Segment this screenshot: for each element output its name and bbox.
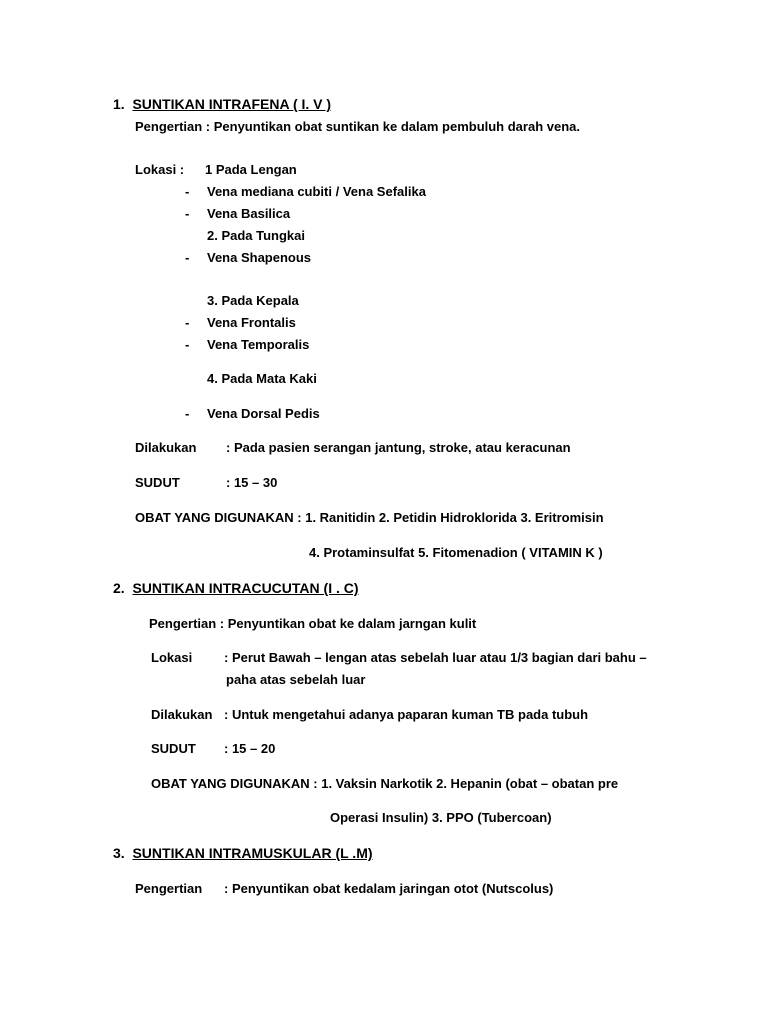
s1-item-4a: Vena Dorsal Pedis [207,406,320,421]
s2-sudut-value: : 15 – 20 [224,741,276,756]
s1-obat-line-2: 4. Protaminsulfat 5. Fitomenadion ( VITAMIN K ) [309,545,603,560]
section-1-heading [113,96,331,112]
s1-sudut-label: SUDUT [135,475,180,490]
s3-pengertian-value: : Penyuntikan obat kedalam jaringan otot (Nutscolus) [224,881,554,896]
s3-pengertian-label: Pengertian [135,881,203,896]
s1-dash: - [185,337,190,352]
s2-obat-line-1: OBAT YANG DIGUNAKAN : 1. Vaksin Narkotik 2. Hepanin (obat – obatan pre [151,776,619,791]
s1-dash: - [185,406,190,421]
s1-item-2a: Vena Shapenous [207,250,312,265]
s1-dash: - [185,250,190,265]
section-3-title: SUNTIKAN INTRAMUSKULAR (L .M) [132,845,373,861]
s2-dilakukan-label: Dilakukan [151,707,213,722]
section-3-heading [113,845,373,861]
s1-dash: - [185,184,190,199]
section-2-title: SUNTIKAN INTRACUCUTAN (I . C) [132,580,359,596]
s1-lokasi-3: 3. Pada Kepala [207,293,299,308]
s2-dilakukan-value: : Untuk mengetahui adanya paparan kuman TB pada tubuh [224,707,589,722]
section-1-number: 1. [113,96,125,112]
s1-item-1b: Vena Basilica [207,206,291,221]
s1-dash: - [185,206,190,221]
s1-dash: - [185,315,190,330]
s1-lokasi-2: 2. Pada Tungkai [207,228,306,243]
s1-lokasi-4: 4. Pada Mata Kaki [207,371,317,386]
s2-lokasi-line-2: paha atas sebelah luar [226,672,366,687]
s2-obat-line-2: Operasi Insulin) 3. PPO (Tubercoan) [330,810,552,825]
s1-item-1a: Vena mediana cubiti / Vena Sefalika [207,184,426,199]
s1-lokasi-label: Lokasi : [135,162,185,177]
s1-item-3b: Vena Temporalis [207,337,310,352]
s2-sudut-label: SUDUT [151,741,196,756]
section-1-title: SUNTIKAN INTRAFENA ( I. V ) [132,96,332,112]
s1-pengertian: Pengertian : Penyuntikan obat suntikan ke dalam pembuluh darah vena. [135,119,580,134]
s1-item-3a: Vena Frontalis [207,315,296,330]
s1-lokasi-1: 1 Pada Lengan [205,162,297,177]
s2-pengertian: Pengertian : Penyuntikan obat ke dalam jarngan kulit [149,616,477,631]
s2-lokasi-label: Lokasi [151,650,193,665]
s1-obat-line-1: OBAT YANG DIGUNAKAN : 1. Ranitidin 2. Petidin Hidroklorida 3. Eritromisin [135,510,604,525]
section-2-number: 2. [113,580,125,596]
s2-lokasi-line-1: : Perut Bawah – lengan atas sebelah luar atau 1/3 bagian dari bahu – [224,650,647,665]
s1-dilakukan-value: : Pada pasien serangan jantung, stroke, atau keracunan [226,440,571,455]
s1-dilakukan-label: Dilakukan [135,440,197,455]
section-3-number: 3. [113,845,125,861]
section-2-heading [113,580,359,596]
s1-sudut-value: : 15 – 30 [226,475,278,490]
